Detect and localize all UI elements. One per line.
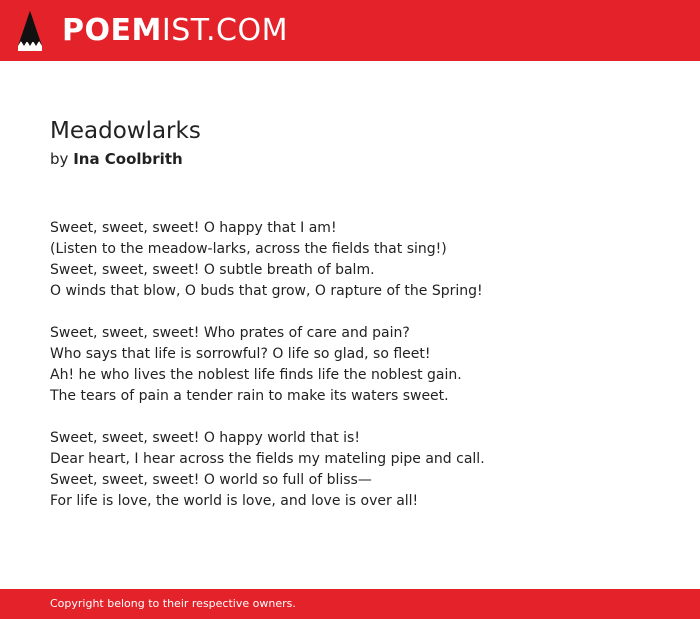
site-logo[interactable] [17, 9, 288, 53]
poem-title: Meadowlarks [50, 118, 201, 144]
poem-body [50, 218, 670, 533]
poem-line: For life is love, the world is love, and love is over all! [50, 493, 419, 509]
byline [50, 148, 183, 170]
stanza [50, 323, 670, 407]
poem-line: (Listen to the meadow-larks, across the fields that sing!) [50, 241, 447, 257]
poem-line: The tears of pain a tender rain to make its waters sweet. [50, 388, 449, 404]
poem-line: Ah! he who lives the noblest life finds life the noblest gain. [50, 367, 462, 383]
poem-line: Sweet, sweet, sweet! O world so full of bliss— [50, 472, 372, 488]
poem-line: Sweet, sweet, sweet! O happy world that is! [50, 430, 360, 446]
by-prefix: by [50, 150, 69, 168]
poem-line: Sweet, sweet, sweet! Who prates of care and pain? [50, 325, 410, 341]
poem-line: Dear heart, I hear across the fields my mateling pipe and call. [50, 451, 485, 467]
header-bar [0, 0, 700, 61]
footer-bar [0, 589, 700, 619]
author-link[interactable]: Ina Coolbrith [73, 150, 183, 168]
stanza [50, 218, 670, 302]
poem-line: Who says that life is sorrowful? O life so glad, so fleet! [50, 346, 431, 362]
brand-rest: IST.COM [161, 13, 288, 48]
copyright-text: Copyright belong to their respective owners. [50, 597, 296, 610]
stanza [50, 428, 670, 512]
poem-line: Sweet, sweet, sweet! O subtle breath of balm. [50, 262, 375, 278]
site-brand-text[interactable] [62, 13, 288, 49]
brand-bold: POEM [62, 13, 162, 48]
pencil-tip-icon [17, 10, 43, 52]
poem-line: O winds that blow, O buds that grow, O rapture of the Spring! [50, 283, 483, 299]
poem-line: Sweet, sweet, sweet! O happy that I am! [50, 220, 337, 236]
